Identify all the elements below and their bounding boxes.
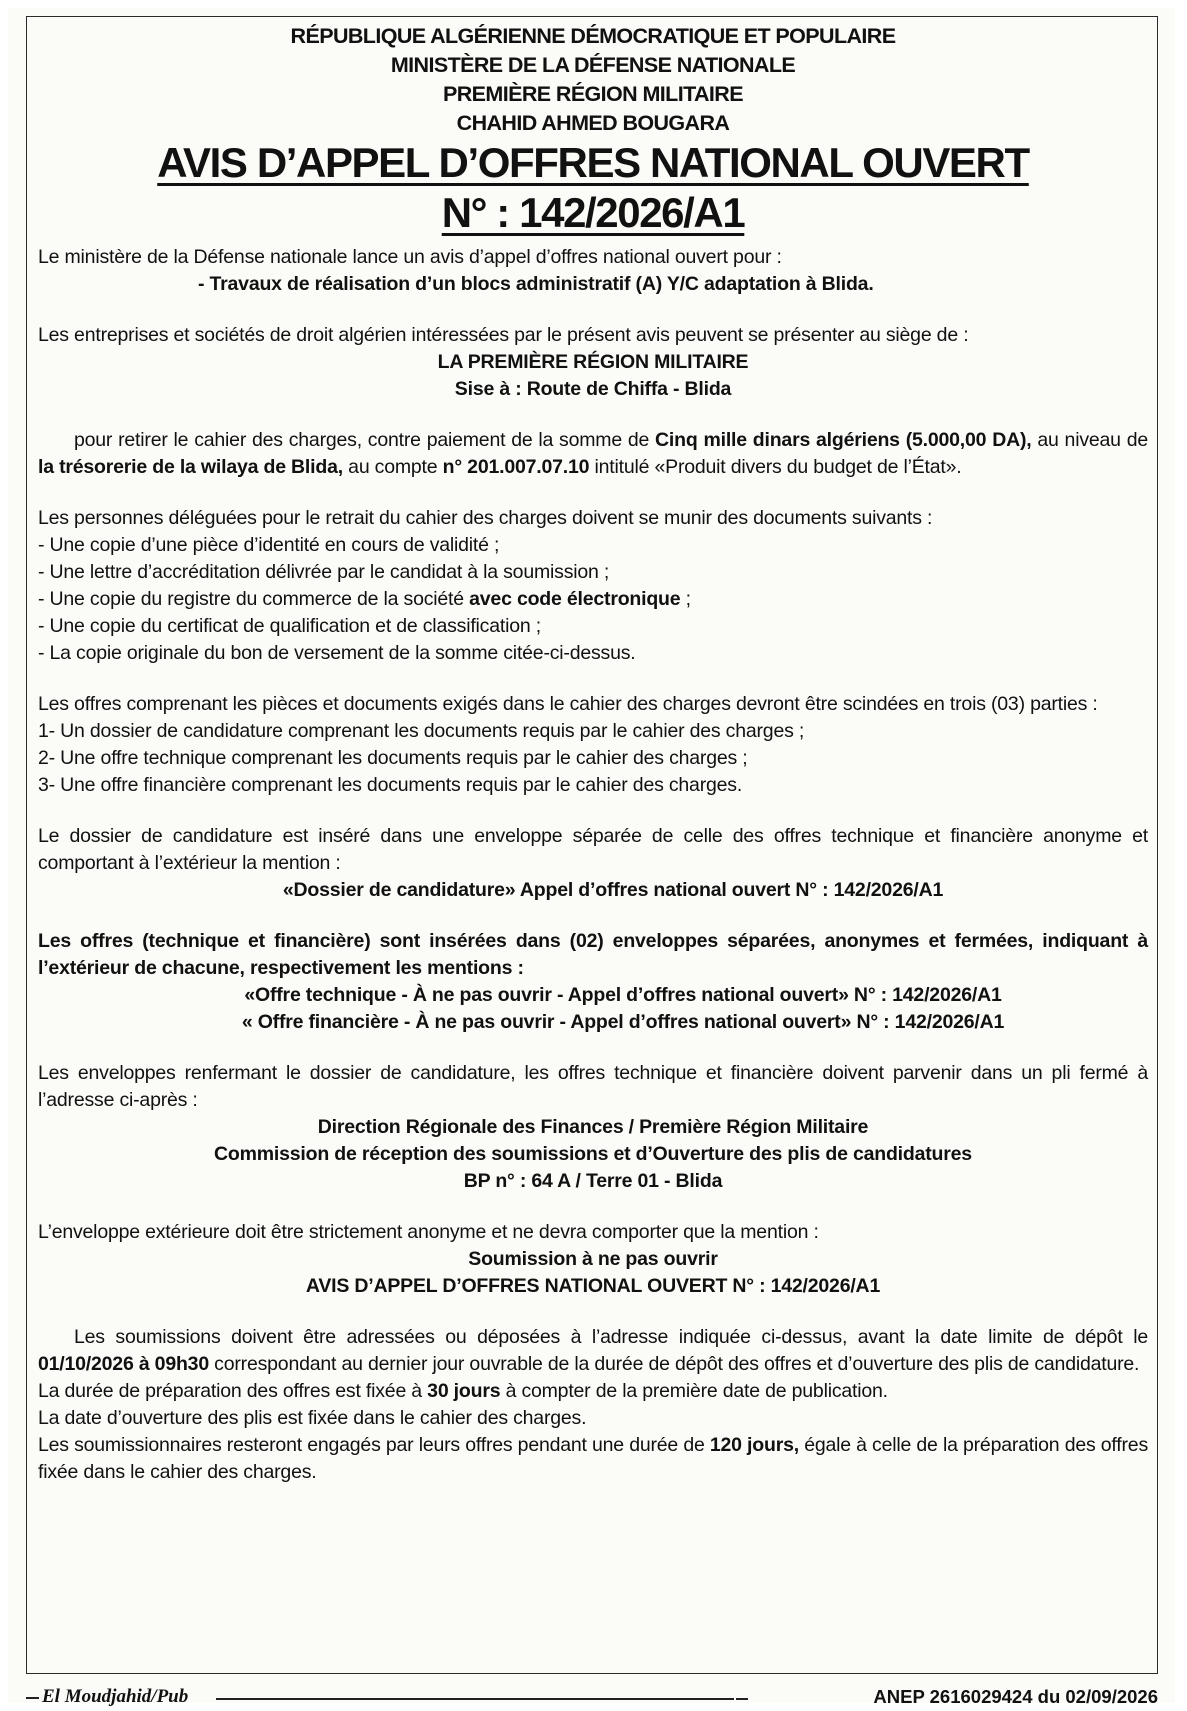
delegates-item-1: - Une copie d’une pièce d’identité en cours de validité ; bbox=[38, 534, 500, 556]
header-region: PREMIÈRE RÉGION MILITAIRE bbox=[443, 82, 743, 106]
notice-number: N° : 142/2026/A1 bbox=[441, 189, 745, 236]
offers-item-3: 3- Une offre financière comprenant les documents requis par le cahier des charges. bbox=[38, 774, 743, 796]
delegates-item-4: - Une copie du certificat de qualification et de classification ; bbox=[38, 615, 541, 637]
delegates-item-5: - La copie originale du bon de versement de la somme citée-ci-dessus. bbox=[38, 642, 636, 664]
footer-rule bbox=[216, 1698, 734, 1700]
payment-text-2: au niveau de bbox=[1037, 429, 1148, 451]
header-ministry: MINISTÈRE DE LA DÉFENSE NATIONALE bbox=[390, 53, 796, 77]
dossier-mention: «Dossier de candidature» Appel d’offres national ouvert N° : 142/2026/A1 bbox=[282, 879, 944, 901]
notice-title: AVIS D’APPEL D’OFFRES NATIONAL OUVERT bbox=[157, 139, 1029, 186]
prep-text-2: à compter de la première date de publication. bbox=[500, 1380, 888, 1402]
offers-item-2: 2- Une offre technique comprenant les documents requis par le cahier des charges ; bbox=[38, 747, 748, 769]
delegates-item-3-end: ; bbox=[680, 588, 691, 610]
engaged-text-2: égale à celle de la préparation des offres fixée dans le cahier des charges. bbox=[38, 1434, 1148, 1483]
prep-text-1: La durée de préparation des offres est fixée à bbox=[38, 1380, 428, 1402]
payment-text-4: intitulé «Produit divers du budget de l’État». bbox=[589, 456, 962, 478]
intro-object: - Travaux de réalisation d’un blocs administratif (A) Y/C adaptation à Blida. bbox=[198, 273, 874, 295]
deadline-text-1: Les soumissions doivent être adressées ou déposées à l’adresse indiquée ci-dessus, avant la date limite de dépôt le bbox=[74, 1326, 1148, 1348]
siege-name: LA PREMIÈRE RÉGION MILITAIRE bbox=[437, 351, 749, 373]
payment-text-3: au compte bbox=[342, 456, 443, 478]
outer-text: L’enveloppe extérieure doit être strictement anonyme et ne devra comporter que la mention : bbox=[38, 1221, 819, 1243]
deadline-date: 01/10/2026 à 09h30 bbox=[38, 1353, 209, 1375]
deadline-paragraph bbox=[38, 1324, 1148, 1378]
address-line-1: Direction Régionale des Finances / Première Région Militaire bbox=[317, 1116, 869, 1138]
outer-mention-1: Soumission à ne pas ouvrir bbox=[468, 1248, 718, 1270]
newspaper-page bbox=[8, 8, 1175, 1707]
payment-account: n° 201.007.07.10 bbox=[442, 456, 590, 478]
siege-address: Sise à : Route de Chiffa - Blida bbox=[454, 378, 732, 400]
engagement bbox=[38, 1432, 1148, 1486]
envelopes-technique: «Offre technique - À ne pas ouvrir - Appel d’offres national ouvert» N° : 142/2026/A1 bbox=[244, 984, 1002, 1006]
prep-days: 30 jours bbox=[427, 1380, 501, 1402]
delegates-item-3-bold: avec code électronique bbox=[469, 588, 681, 610]
offers-intro: Les offres comprenant les pièces et documents exigés dans le cahier des charges devront être scindées en trois (03) parties : bbox=[38, 693, 1098, 715]
outer-mention-2: AVIS D’APPEL D’OFFRES NATIONAL OUVERT N° : 142/2026/A1 bbox=[305, 1275, 881, 1297]
prep-duration bbox=[38, 1378, 1148, 1405]
address-line-2: Commission de réception des soumissions et d’Ouverture des plis de candidatures bbox=[214, 1143, 972, 1165]
opening-date: La date d’ouverture des plis est fixée dans le cahier des charges. bbox=[38, 1407, 587, 1429]
engaged-text-1: Les soumissionnaires resteront engagés par leurs offres pendant une durée de bbox=[38, 1434, 710, 1456]
footer-publication: El Moudjahid/Pub bbox=[26, 1686, 188, 1708]
deadline-text-2: correspondant au dernier jour ouvrable de la durée de dépôt des offres et d’ouverture des plis de candidature. bbox=[208, 1353, 1140, 1375]
footer-rule-right bbox=[736, 1698, 748, 1700]
footer bbox=[26, 1688, 1158, 1708]
delegates-item-3-text: - Une copie du registre du commerce de la société bbox=[38, 588, 470, 610]
notice-content bbox=[38, 22, 1148, 1486]
payment-text-1: pour retirer le cahier des charges, contre paiement de la somme de bbox=[74, 429, 656, 451]
payment-tresorerie: la trésorerie de la wilaya de Blida, bbox=[38, 456, 343, 478]
dossier-text: Le dossier de candidature est inséré dans une enveloppe séparée de celle des offres technique et financière anonyme et comportant à l’extérieur la mention : bbox=[38, 825, 1148, 874]
envelopes-text: Les offres (technique et financière) sont insérées dans (02) enveloppes séparées, anonymes et fermées, indiquant à l’extérieur de chacune, respectivement les mentions : bbox=[38, 930, 1148, 979]
delegates-item-2: - Une lettre d’accréditation délivrée par le candidat à la soumission ; bbox=[38, 561, 610, 583]
offers-item-1: 1- Un dossier de candidature comprenant les documents requis par le cahier des charges ; bbox=[38, 720, 805, 742]
header-republic: RÉPUBLIQUE ALGÉRIENNE DÉMOCRATIQUE ET POPULAIRE bbox=[290, 24, 896, 48]
engaged-days: 120 jours, bbox=[709, 1434, 799, 1456]
payment-amount: Cinq mille dinars algériens (5.000,00 DA), bbox=[655, 429, 1032, 451]
address-text: Les enveloppes renfermant le dossier de candidature, les offres technique et financière doivent parvenir dans un pli fermé à l’adresse ci-après : bbox=[38, 1062, 1148, 1111]
siege-text: Les entreprises et sociétés de droit algérien intéressées par le présent avis peuvent se présenter au siège de : bbox=[38, 324, 969, 346]
intro-text: Le ministère de la Défense nationale lance un avis d’appel d’offres national ouvert pour : bbox=[38, 246, 782, 268]
footer-anep-reference: ANEP 2616029424 du 02/09/2026 bbox=[873, 1686, 1158, 1707]
address-line-3: BP n° : 64 A / Terre 01 - Blida bbox=[463, 1170, 723, 1192]
delegates-item-3 bbox=[38, 586, 1148, 613]
payment-paragraph bbox=[38, 427, 1148, 481]
header-chahid: CHAHID AHMED BOUGARA bbox=[456, 111, 730, 135]
delegates-intro: Les personnes déléguées pour le retrait du cahier des charges doivent se munir des documents suivants : bbox=[38, 507, 933, 529]
envelopes-financiere: « Offre financière - À ne pas ouvrir - Appel d’offres national ouvert» N° : 142/2026/A1 bbox=[241, 1011, 1005, 1033]
